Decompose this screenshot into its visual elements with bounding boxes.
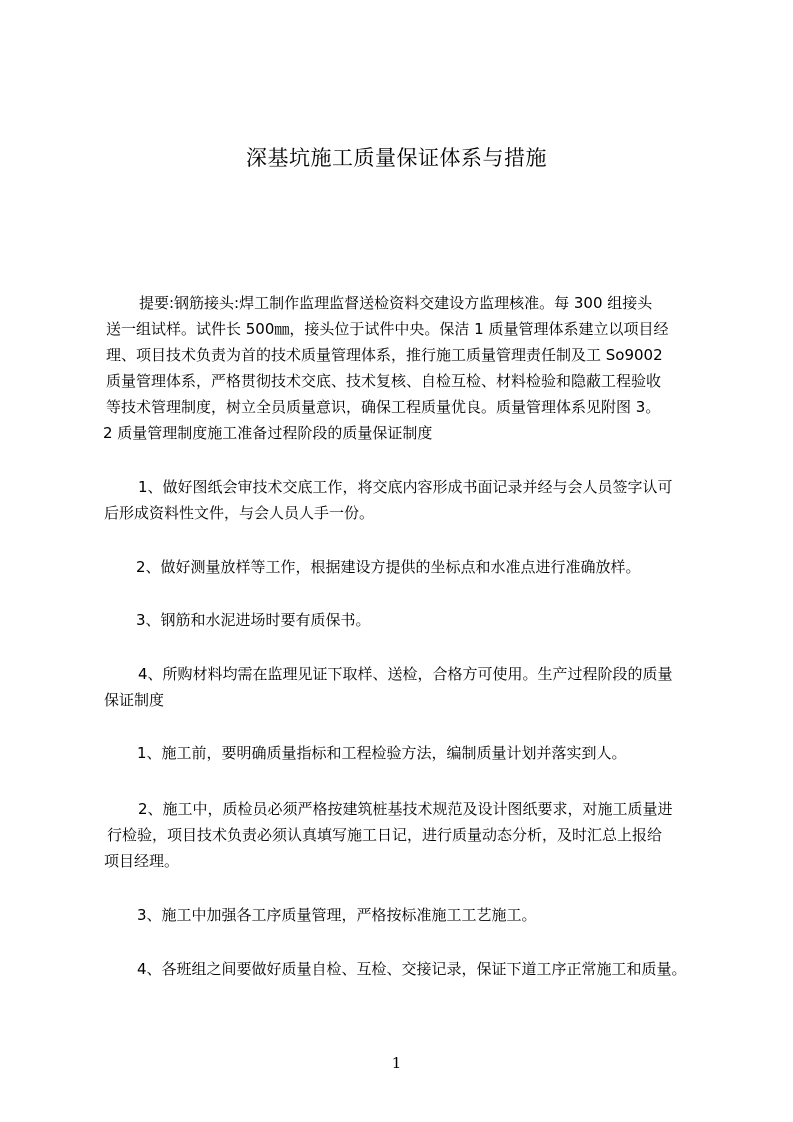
list-item-line: 项目经理。 [104, 852, 180, 870]
list-item-line: 3、施工中加强各工序质量管理，严格按标准施工工艺施工。 [137, 906, 537, 924]
summary-line: 等技术管理制度，树立全员质量意识，确保工程质量优良。质量管理体系见附图 3。 [106, 398, 661, 416]
document-title: 深基坑施工质量保证体系与措施 [246, 146, 547, 170]
list-item-line: 2、施工中，质检员必须严格按建筑桩基技术规范及设计图纸要求，对施工质量进 [138, 800, 673, 818]
list-item-line: 2、做好测量放样等工作，根据建设方提供的坐标点和水准点进行准确放样。 [136, 558, 641, 576]
list-item-line: 3、钢筋和水泥进场时要有质保书。 [136, 611, 371, 629]
page-number: 1 [391, 1054, 402, 1072]
list-item-line: 1、施工前，要明确质量指标和工程检验方法，编制质量计划并落实到人。 [137, 744, 627, 762]
summary-line: 质量管理体系，严格贯彻技术交底、技术复核、自检互检、材料检验和隐蔽工程验收 [106, 372, 662, 390]
list-item-line: 行检验，项目技术负责必须认真填写施工日记，进行质量动态分析，及时汇总上报给 [107, 826, 663, 844]
list-item-line: 4、各班组之间要做好质量自检、互检、交接记录，保证下道工序正常施工和质量。 [137, 960, 687, 978]
list-item-line: 后形成资料性文件，与会人员人手一份。 [104, 504, 375, 522]
summary-line: 提要:钢筋接头:焊工制作监理监督送检资料交建设方监理核准。每 300 组接头 [139, 294, 653, 312]
summary-line: 2 质量管理制度施工准备过程阶段的质量保证制度 [103, 424, 433, 442]
summary-line: 理、项目技术负责为首的技术质量管理体系，推行施工质量管理责任制及工 So9002 [106, 346, 663, 364]
list-item-line: 1、做好图纸会审技术交底工作，将交底内容形成书面记录并经与会人员签字认可 [138, 478, 673, 496]
list-item-line: 4、所购材料均需在监理见证下取样、送检，合格方可使用。生产过程阶段的质量 [138, 665, 673, 683]
summary-line: 送一组试样。试件长 500㎜，接头位于试件中央。保洁 1 质量管理体系建立以项目经 [106, 320, 669, 338]
list-item-line: 保证制度 [104, 691, 165, 709]
